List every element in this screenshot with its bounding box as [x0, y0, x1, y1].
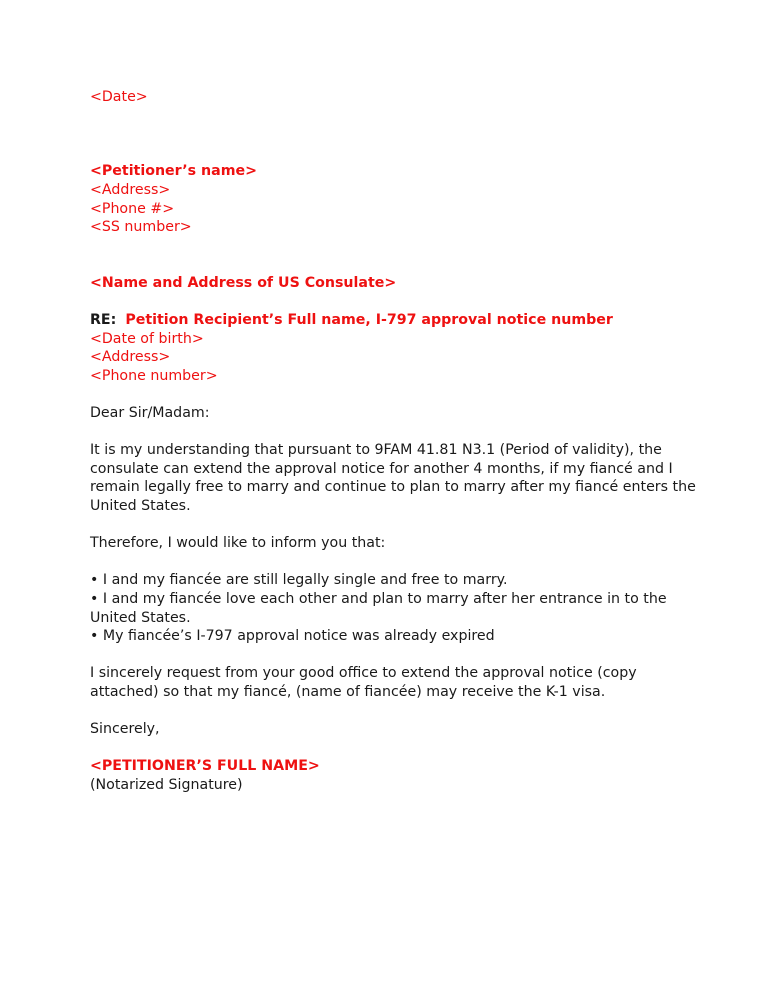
paragraph-1 [90, 441, 696, 515]
paragraph-2: Therefore, I would like to inform you that: [90, 535, 386, 552]
paragraph-line: remain legally free to marry and continue to plan to marry after my fiancé enters the [90, 479, 696, 496]
re-subject: Petition Recipient’s Full name, I-797 approval notice number [125, 312, 613, 329]
list-item: • I and my fiancée are still legally single and free to marry. [90, 572, 508, 589]
spacer [90, 144, 690, 163]
date-placeholder: <Date> [90, 89, 148, 105]
paragraph-line: I sincerely request from your good office to extend the approval notice (copy [90, 665, 637, 682]
petitioner-name: <Petitioner’s name> [90, 163, 258, 180]
re-phone: <Phone number> [90, 367, 218, 384]
paragraph-line: It is my understanding that pursuant to 9FAM 41.81 N3.1 (Period of validity), the [90, 442, 662, 459]
signature-name: <PETITIONER’S FULL NAME> [90, 758, 320, 775]
paragraph-line: consulate can extend the approval notice for another 4 months, if my fiancé and I [90, 460, 673, 477]
spacer [90, 125, 690, 144]
spacer [90, 702, 690, 721]
closing: Sincerely, [90, 721, 160, 738]
bullet-list [90, 571, 690, 645]
spacer [90, 107, 690, 126]
letter-page [90, 88, 696, 795]
re-address: <Address> [90, 349, 171, 366]
spacer [90, 237, 690, 256]
petitioner-phone: <Phone #> [90, 200, 175, 217]
petitioner-ss: <SS number> [90, 219, 192, 236]
spacer [90, 553, 690, 572]
paragraph-3 [90, 664, 690, 701]
spacer [90, 293, 690, 312]
re-label: RE: [90, 312, 117, 329]
re-dob: <Date of birth> [90, 330, 204, 347]
spacer [90, 646, 690, 665]
list-item: • I and my fiancée love each other and plan to marry after her entrance in to the [90, 591, 667, 608]
re-line [90, 311, 690, 330]
paragraph-line: United States. [90, 498, 191, 515]
signature-note: (Notarized Signature) [90, 776, 243, 793]
spacer [90, 423, 690, 442]
spacer [90, 516, 690, 535]
salutation: Dear Sir/Madam: [90, 405, 210, 422]
spacer [90, 739, 690, 758]
spacer [90, 255, 690, 274]
petitioner-address: <Address> [90, 181, 171, 198]
spacer [90, 386, 690, 405]
list-item: United States. [90, 609, 191, 626]
list-item: • My fiancée’s I-797 approval notice was already expired [90, 628, 495, 645]
paragraph-line: attached) so that my fiancé, (name of fiancée) may receive the K-1 visa. [90, 684, 606, 700]
consulate-heading: <Name and Address of US Consulate> [90, 274, 397, 291]
